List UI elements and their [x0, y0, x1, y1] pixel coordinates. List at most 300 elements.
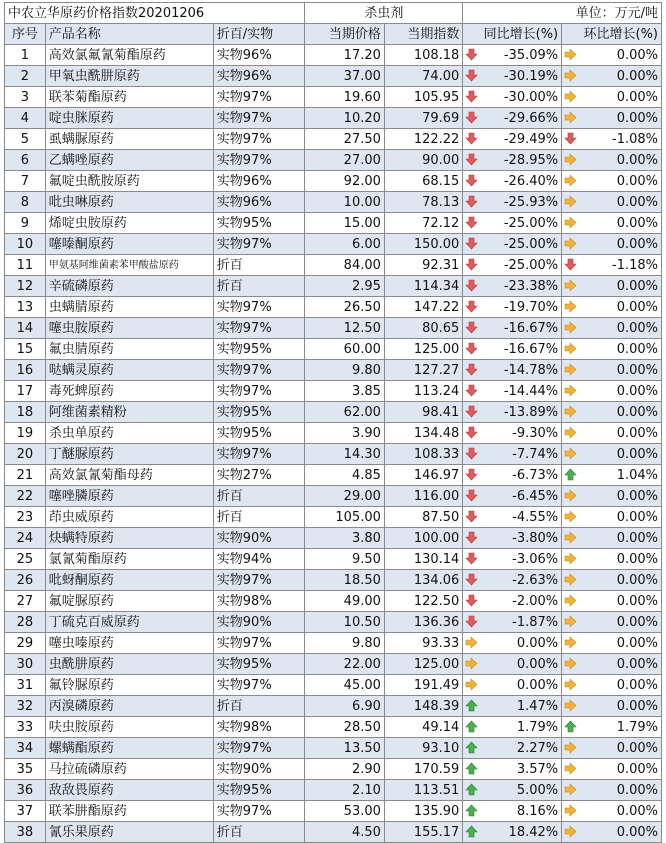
- mom-value: 0.00%: [616, 194, 658, 210]
- current-index: 134.06: [384, 570, 462, 591]
- product-name: 氟铃脲原药: [45, 675, 213, 696]
- row-number: 37: [5, 801, 46, 822]
- yoy-value: -13.89%: [503, 404, 559, 420]
- current-index: 49.14: [384, 717, 462, 738]
- mom-value: 0.00%: [616, 551, 658, 567]
- mom-arrow-flat-icon: [564, 804, 577, 817]
- mom-arrow-flat-icon: [564, 279, 577, 292]
- mom-value: 0.00%: [616, 299, 658, 315]
- mom-arrow-flat-icon: [564, 426, 577, 439]
- current-price: 92.00: [305, 171, 384, 192]
- mom-value: 0.00%: [616, 404, 658, 420]
- yoy-arrow-down-icon: [465, 384, 478, 397]
- basis: 实物95%: [213, 339, 305, 360]
- mom-arrow-flat-icon: [564, 447, 577, 460]
- product-name: 敌敌畏原药: [45, 780, 213, 801]
- product-name: 吡蚜酮原药: [45, 570, 213, 591]
- mom-cell: [562, 696, 662, 717]
- yoy-value: -29.49%: [503, 131, 559, 147]
- yoy-cell: [463, 486, 562, 507]
- current-index: 135.90: [384, 801, 462, 822]
- row-number: 11: [5, 255, 46, 276]
- mom-cell: [562, 255, 662, 276]
- current-index: 125.00: [384, 654, 462, 675]
- yoy-value: 3.57%: [516, 761, 559, 777]
- current-index: 79.69: [384, 108, 462, 129]
- yoy-value: -16.67%: [503, 341, 559, 357]
- current-index: 93.10: [384, 738, 462, 759]
- yoy-arrow-up-icon: [465, 783, 478, 796]
- yoy-value: 5.00%: [516, 782, 559, 798]
- table-row: [5, 822, 662, 843]
- product-name: 虫酰肼原药: [45, 654, 213, 675]
- mom-value: 0.00%: [616, 656, 658, 672]
- mom-cell: [562, 465, 662, 486]
- basis: 折百: [213, 276, 305, 297]
- current-price: 49.00: [305, 591, 384, 612]
- table-row: [5, 213, 662, 234]
- mom-arrow-flat-icon: [564, 342, 577, 355]
- row-number: 24: [5, 528, 46, 549]
- mom-cell: [562, 738, 662, 759]
- row-number: 3: [5, 87, 46, 108]
- current-index: 130.14: [384, 549, 462, 570]
- current-index: 155.17: [384, 822, 462, 843]
- yoy-arrow-down-icon: [465, 237, 478, 250]
- yoy-value: 18.42%: [508, 824, 559, 840]
- mom-arrow-flat-icon: [564, 573, 577, 586]
- mom-value: 0.00%: [616, 824, 658, 840]
- current-index: 191.49: [384, 675, 462, 696]
- product-name: 呋虫胺原药: [45, 717, 213, 738]
- table-row: [5, 339, 662, 360]
- product-name: 高效氯氟氰菊酯原药: [45, 45, 213, 66]
- basis: 实物96%: [213, 45, 305, 66]
- current-price: 9.80: [305, 360, 384, 381]
- row-number: 31: [5, 675, 46, 696]
- mom-value: 0.00%: [616, 509, 658, 525]
- current-price: 3.85: [305, 381, 384, 402]
- mom-arrow-flat-icon: [564, 195, 577, 208]
- current-price: 53.00: [305, 801, 384, 822]
- product-name: 高效氯氰菊酯母药: [45, 465, 213, 486]
- table-row: [5, 45, 662, 66]
- row-number: 25: [5, 549, 46, 570]
- mom-arrow-flat-icon: [564, 657, 577, 670]
- row-number: 1: [5, 45, 46, 66]
- mom-arrow-flat-icon: [564, 636, 577, 649]
- mom-value: 0.00%: [616, 173, 658, 189]
- unit-label: 单位：万元/吨: [463, 3, 662, 24]
- product-name: 虫螨腈原药: [45, 297, 213, 318]
- yoy-arrow-flat-icon: [465, 678, 478, 691]
- mom-value: 0.00%: [616, 740, 658, 756]
- mom-value: 0.00%: [616, 215, 658, 231]
- yoy-arrow-flat-icon: [465, 657, 478, 670]
- mom-cell: [562, 486, 662, 507]
- product-name: 丁硫克百威原药: [45, 612, 213, 633]
- basis: 实物97%: [213, 129, 305, 150]
- yoy-cell: [463, 738, 562, 759]
- column-header-row: [5, 24, 662, 45]
- current-index: 122.50: [384, 591, 462, 612]
- mom-value: 0.00%: [616, 47, 658, 63]
- basis: 实物95%: [213, 402, 305, 423]
- basis: 实物97%: [213, 675, 305, 696]
- yoy-cell: [463, 591, 562, 612]
- current-price: 19.60: [305, 87, 384, 108]
- current-index: 150.00: [384, 234, 462, 255]
- row-number: 9: [5, 213, 46, 234]
- product-name: 联苯菊酯原药: [45, 87, 213, 108]
- yoy-arrow-down-icon: [465, 153, 478, 166]
- mom-value: 0.00%: [616, 614, 658, 630]
- yoy-cell: [463, 171, 562, 192]
- table-row: [5, 87, 662, 108]
- basis: 实物27%: [213, 465, 305, 486]
- yoy-value: -2.00%: [512, 593, 559, 609]
- yoy-arrow-down-icon: [465, 405, 478, 418]
- current-price: 105.00: [305, 507, 384, 528]
- mom-cell: [562, 318, 662, 339]
- row-number: 38: [5, 822, 46, 843]
- yoy-cell: [463, 66, 562, 87]
- basis: 折百: [213, 822, 305, 843]
- yoy-arrow-down-icon: [465, 279, 478, 292]
- row-number: 2: [5, 66, 46, 87]
- yoy-cell: [463, 528, 562, 549]
- basis: 实物97%: [213, 318, 305, 339]
- current-price: 45.00: [305, 675, 384, 696]
- product-name: 螺螨酯原药: [45, 738, 213, 759]
- table-row: [5, 276, 662, 297]
- table-row: [5, 255, 662, 276]
- current-index: 100.00: [384, 528, 462, 549]
- yoy-arrow-up-icon: [465, 741, 478, 754]
- yoy-arrow-down-icon: [465, 216, 478, 229]
- yoy-cell: [463, 717, 562, 738]
- mom-value: 0.00%: [616, 110, 658, 126]
- yoy-arrow-up-icon: [465, 699, 478, 712]
- mom-arrow-down-icon: [564, 132, 577, 145]
- product-name: 炔螨特原药: [45, 528, 213, 549]
- yoy-cell: [463, 45, 562, 66]
- yoy-value: -30.19%: [503, 68, 559, 84]
- yoy-cell: [463, 822, 562, 843]
- table-row: [5, 654, 662, 675]
- mom-arrow-flat-icon: [564, 237, 577, 250]
- table-row: [5, 633, 662, 654]
- mom-cell: [562, 549, 662, 570]
- column-header-basis: 折百/实物: [213, 24, 305, 45]
- mom-value: 0.00%: [616, 152, 658, 168]
- yoy-arrow-down-icon: [465, 258, 478, 271]
- mom-cell: [562, 612, 662, 633]
- mom-arrow-flat-icon: [564, 678, 577, 691]
- mom-arrow-flat-icon: [564, 615, 577, 628]
- yoy-value: 0.00%: [516, 635, 559, 651]
- yoy-value: -28.95%: [503, 152, 559, 168]
- mom-cell: [562, 507, 662, 528]
- yoy-value: -29.66%: [503, 110, 559, 126]
- mom-value: 0.00%: [616, 236, 658, 252]
- yoy-value: -30.00%: [503, 89, 559, 105]
- yoy-value: 1.79%: [516, 719, 559, 735]
- yoy-arrow-down-icon: [465, 174, 478, 187]
- product-name: 甲氨基阿维菌素苯甲酸盐原药: [45, 255, 213, 276]
- mom-arrow-flat-icon: [564, 489, 577, 502]
- mom-value: 0.00%: [616, 530, 658, 546]
- mom-cell: [562, 381, 662, 402]
- table-row: [5, 402, 662, 423]
- row-number: 18: [5, 402, 46, 423]
- row-number: 20: [5, 444, 46, 465]
- row-number: 13: [5, 297, 46, 318]
- mom-cell: [562, 633, 662, 654]
- yoy-value: -6.73%: [512, 467, 559, 483]
- product-name: 甲氧虫酰肼原药: [45, 66, 213, 87]
- mom-arrow-up-icon: [564, 720, 577, 733]
- basis: 折百: [213, 486, 305, 507]
- mom-arrow-flat-icon: [564, 216, 577, 229]
- mom-value: 0.00%: [616, 341, 658, 357]
- yoy-cell: [463, 612, 562, 633]
- table-row: [5, 549, 662, 570]
- yoy-value: -23.38%: [503, 278, 559, 294]
- row-number: 12: [5, 276, 46, 297]
- yoy-cell: [463, 675, 562, 696]
- mom-arrow-flat-icon: [564, 741, 577, 754]
- table-row: [5, 612, 662, 633]
- mom-arrow-flat-icon: [564, 384, 577, 397]
- mom-value: 0.00%: [616, 761, 658, 777]
- table-row: [5, 591, 662, 612]
- yoy-arrow-up-icon: [465, 825, 478, 838]
- current-price: 2.90: [305, 759, 384, 780]
- mom-cell: [562, 297, 662, 318]
- price-index-sheet: [4, 2, 662, 843]
- yoy-cell: [463, 423, 562, 444]
- row-number: 17: [5, 381, 46, 402]
- current-index: 125.00: [384, 339, 462, 360]
- mom-cell: [562, 87, 662, 108]
- product-name: 马拉硫磷原药: [45, 759, 213, 780]
- table-row: [5, 465, 662, 486]
- yoy-cell: [463, 444, 562, 465]
- mom-value: 0.00%: [616, 803, 658, 819]
- basis: 实物97%: [213, 444, 305, 465]
- mom-value: 0.00%: [616, 698, 658, 714]
- yoy-value: -25.93%: [503, 194, 559, 210]
- mom-arrow-flat-icon: [564, 321, 577, 334]
- yoy-arrow-down-icon: [465, 69, 478, 82]
- mom-arrow-flat-icon: [564, 174, 577, 187]
- yoy-arrow-flat-icon: [465, 636, 478, 649]
- current-index: 80.65: [384, 318, 462, 339]
- mom-cell: [562, 423, 662, 444]
- row-number: 6: [5, 150, 46, 171]
- mom-arrow-flat-icon: [564, 762, 577, 775]
- yoy-arrow-down-icon: [465, 111, 478, 124]
- yoy-cell: [463, 801, 562, 822]
- yoy-cell: [463, 780, 562, 801]
- row-number: 27: [5, 591, 46, 612]
- yoy-arrow-down-icon: [465, 426, 478, 439]
- yoy-arrow-down-icon: [465, 48, 478, 61]
- mom-value: 0.00%: [616, 635, 658, 651]
- mom-arrow-flat-icon: [564, 69, 577, 82]
- table-row: [5, 192, 662, 213]
- row-number: 26: [5, 570, 46, 591]
- yoy-cell: [463, 381, 562, 402]
- row-number: 23: [5, 507, 46, 528]
- table-row: [5, 423, 662, 444]
- mom-cell: [562, 759, 662, 780]
- mom-arrow-flat-icon: [564, 510, 577, 523]
- yoy-value: 0.00%: [516, 656, 559, 672]
- mom-value: 1.79%: [616, 719, 658, 735]
- yoy-cell: [463, 339, 562, 360]
- table-row: [5, 234, 662, 255]
- current-price: 3.90: [305, 423, 384, 444]
- table-row: [5, 675, 662, 696]
- mom-arrow-flat-icon: [564, 552, 577, 565]
- product-name: 氟啶脲原药: [45, 591, 213, 612]
- current-index: 148.39: [384, 696, 462, 717]
- mom-cell: [562, 108, 662, 129]
- yoy-value: 2.27%: [516, 740, 559, 756]
- basis: 实物95%: [213, 780, 305, 801]
- mom-cell: [562, 276, 662, 297]
- mom-cell: [562, 444, 662, 465]
- current-index: 93.33: [384, 633, 462, 654]
- current-price: 10.20: [305, 108, 384, 129]
- yoy-cell: [463, 276, 562, 297]
- yoy-arrow-down-icon: [465, 132, 478, 145]
- table-row: [5, 129, 662, 150]
- current-index: 134.48: [384, 423, 462, 444]
- mom-arrow-down-icon: [564, 258, 577, 271]
- basis: 实物96%: [213, 171, 305, 192]
- current-index: 74.00: [384, 66, 462, 87]
- basis: 实物95%: [213, 213, 305, 234]
- mom-arrow-flat-icon: [564, 825, 577, 838]
- mom-cell: [562, 675, 662, 696]
- mom-cell: [562, 822, 662, 843]
- yoy-value: -16.67%: [503, 320, 559, 336]
- current-index: 127.27: [384, 360, 462, 381]
- table-row: [5, 717, 662, 738]
- current-price: 10.00: [305, 192, 384, 213]
- yoy-arrow-up-icon: [465, 804, 478, 817]
- current-price: 13.50: [305, 738, 384, 759]
- current-price: 29.00: [305, 486, 384, 507]
- row-number: 7: [5, 171, 46, 192]
- mom-value: 0.00%: [616, 677, 658, 693]
- basis: 折百: [213, 507, 305, 528]
- yoy-value: -26.40%: [503, 173, 559, 189]
- yoy-arrow-down-icon: [465, 552, 478, 565]
- current-price: 14.30: [305, 444, 384, 465]
- current-price: 18.50: [305, 570, 384, 591]
- column-header-name: 产品名称: [45, 24, 213, 45]
- yoy-arrow-down-icon: [465, 195, 478, 208]
- table-body: [5, 3, 662, 843]
- yoy-arrow-down-icon: [465, 594, 478, 607]
- current-price: 84.00: [305, 255, 384, 276]
- basis: 实物95%: [213, 654, 305, 675]
- yoy-cell: [463, 108, 562, 129]
- current-price: 9.80: [305, 633, 384, 654]
- price-index-table: [4, 2, 662, 843]
- current-index: 87.50: [384, 507, 462, 528]
- product-name: 丁醚脲原药: [45, 444, 213, 465]
- product-name: 氟啶虫酰胺原药: [45, 171, 213, 192]
- product-name: 哒螨灵原药: [45, 360, 213, 381]
- mom-cell: [562, 234, 662, 255]
- mom-cell: [562, 717, 662, 738]
- mom-arrow-flat-icon: [564, 594, 577, 607]
- basis: 实物97%: [213, 87, 305, 108]
- yoy-value: -3.06%: [512, 551, 559, 567]
- yoy-arrow-down-icon: [465, 489, 478, 502]
- current-price: 9.50: [305, 549, 384, 570]
- mom-value: -1.18%: [612, 257, 658, 273]
- current-price: 26.50: [305, 297, 384, 318]
- mom-arrow-flat-icon: [564, 531, 577, 544]
- current-price: 17.20: [305, 45, 384, 66]
- column-header-index: 当期指数: [384, 24, 462, 45]
- current-index: 90.00: [384, 150, 462, 171]
- table-row: [5, 66, 662, 87]
- current-price: 15.00: [305, 213, 384, 234]
- row-number: 36: [5, 780, 46, 801]
- mom-value: 0.00%: [616, 782, 658, 798]
- yoy-value: 1.47%: [516, 698, 559, 714]
- table-row: [5, 150, 662, 171]
- mom-cell: [562, 213, 662, 234]
- basis: 实物97%: [213, 297, 305, 318]
- current-index: 116.00: [384, 486, 462, 507]
- yoy-cell: [463, 255, 562, 276]
- yoy-cell: [463, 150, 562, 171]
- current-price: 2.10: [305, 780, 384, 801]
- product-name: 辛硫磷原药: [45, 276, 213, 297]
- mom-value: 0.00%: [616, 488, 658, 504]
- product-name: 丙溴磷原药: [45, 696, 213, 717]
- yoy-arrow-down-icon: [465, 321, 478, 334]
- yoy-arrow-down-icon: [465, 510, 478, 523]
- yoy-value: -14.44%: [503, 383, 559, 399]
- yoy-cell: [463, 570, 562, 591]
- row-number: 15: [5, 339, 46, 360]
- basis: 折百: [213, 255, 305, 276]
- table-row: [5, 528, 662, 549]
- mom-arrow-flat-icon: [564, 300, 577, 313]
- current-price: 12.50: [305, 318, 384, 339]
- yoy-value: -1.87%: [512, 614, 559, 630]
- product-name: 烯啶虫胺原药: [45, 213, 213, 234]
- current-index: 108.18: [384, 45, 462, 66]
- current-index: 98.41: [384, 402, 462, 423]
- mom-cell: [562, 150, 662, 171]
- mom-cell: [562, 780, 662, 801]
- row-number: 21: [5, 465, 46, 486]
- product-name: 噻虫胺原药: [45, 318, 213, 339]
- yoy-cell: [463, 129, 562, 150]
- product-name: 毒死蜱原药: [45, 381, 213, 402]
- yoy-arrow-down-icon: [465, 363, 478, 376]
